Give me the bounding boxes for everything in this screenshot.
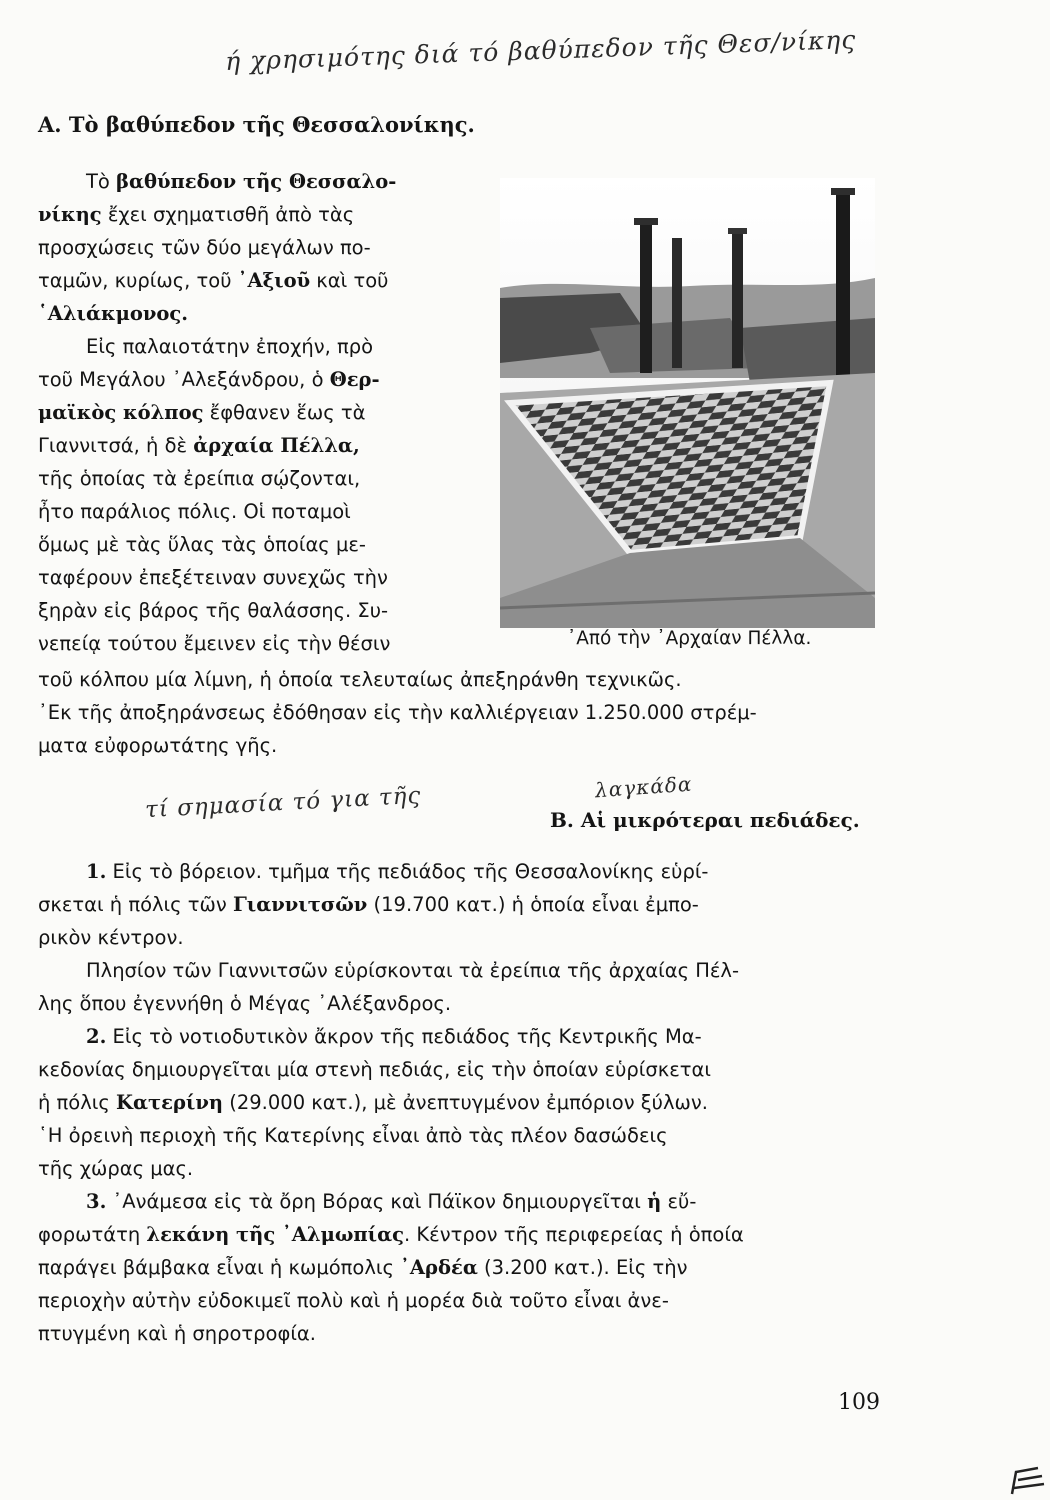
bold-term: Γιαννιτσῶν (232, 893, 368, 916)
handwritten-note-top: ή χρησιμότης διά τό βαθύπεδον τῆς Θεσ/νίκης (224, 24, 857, 77)
text-run: ῾Η ὀρεινὴ περιοχὴ τῆς Κατερίνης εἶναι ἀπὸ τὰς πλέον δασώδεις (38, 1124, 668, 1147)
section-b-line (38, 1218, 744, 1251)
section-a-wide-line (38, 663, 757, 696)
section-a-line (38, 297, 396, 330)
section-a-line (38, 594, 396, 627)
section-a-line (38, 429, 396, 462)
text-run: ξηρὰν εἰς βάρος τῆς θαλάσσης. Συ- (38, 599, 389, 622)
handwritten-note-middle: τί σημασία τό για τῆς (144, 782, 422, 824)
text-run: προσχώσεις τῶν δύο μεγάλων πο- (38, 236, 371, 259)
section-b-line (38, 888, 744, 921)
section-b-line (38, 1251, 744, 1284)
text-run: τοῦ κόλπου μία λίμνη, ἡ ὁποία τελευταίως ἀπεξηράνθη τεχνικῶς. (38, 668, 682, 691)
text-run: νεπείᾳ τούτου ἔμεινεν εἰς τὴν θέσιν (38, 632, 391, 655)
text-run: (3.200 κατ.). Εἰς τὴν (477, 1256, 688, 1279)
text-run: (19.700 κατ.) ἡ ὁποία εἶναι ἐμπο- (367, 893, 699, 916)
text-run: ἔχει σχηματισθῆ ἀπὸ τὰς (101, 203, 355, 226)
text-run: κεδονίας δημιουργεῖται μία στενὴ πεδιάς, εἰς τὴν ὁποίαν εὑρίσκεται (38, 1058, 711, 1081)
bold-term: 2. (86, 1025, 107, 1048)
section-b-line (38, 1185, 744, 1218)
section-a-line (38, 495, 396, 528)
text-run: καὶ τοῦ (310, 269, 389, 292)
text-run: ἡ πόλις (38, 1091, 117, 1114)
section-a-line (38, 264, 396, 297)
text-run: τῆς ὁποίας τὰ ἐρείπια σῴζονται, (38, 467, 361, 490)
text-run: ταφέρουν ἐπεξέτειναν συνεχῶς τὴν (38, 566, 388, 589)
text-run: παράγει βάμβακα εἶναι ἡ κωμόπολις (38, 1256, 401, 1279)
bold-term: ἡ (647, 1190, 662, 1213)
text-run: τῆς χώρας μας. (38, 1157, 194, 1180)
section-b-line (38, 1020, 744, 1053)
bold-term: Κατερίνη (116, 1091, 224, 1114)
text-run: λης ὅπου ἐγεννήθη ὁ Μέγας ᾿Αλέξανδρος. (38, 992, 452, 1015)
section-a-heading: Α. Τὸ βαθύπεδον τῆς Θεσσαλονίκης. (38, 112, 475, 137)
text-run: ματα εὐφορωτάτης γῆς. (38, 734, 278, 757)
section-b-line (38, 954, 744, 987)
text-run: φορωτάτη (38, 1223, 147, 1246)
section-b-heading: Β. Αἱ μικρότεραι πεδιάδες. (550, 808, 860, 832)
section-a-wide-line (38, 696, 757, 729)
text-run: τοῦ Μεγάλου ᾿Αλεξάνδρου, ὁ (38, 368, 330, 391)
text-run: Εἰς τὸ νοτιοδυτικὸν ἄκρον τῆς πεδιάδος τῆς Κεντρικῆς Μα- (106, 1025, 702, 1048)
text-run: Πλησίον τῶν Γιαννιτσῶν εὑρίσκονται τὰ ἐρείπια τῆς ἀρχαίας Πέλ- (86, 959, 739, 982)
section-a-line (38, 330, 396, 363)
bold-term: ῾Αλιάκμονος. (38, 302, 189, 325)
text-run: . Κέντρον τῆς περιφερείας ἡ ὁποία (404, 1223, 744, 1246)
text-run: ἦτο παράλιος πόλις. Οἱ ποταμοὶ (38, 500, 351, 523)
section-a-line (38, 396, 396, 429)
text-run: Τὸ (86, 170, 117, 193)
section-a-wide-line (38, 729, 757, 762)
text-run: σκεται ἡ πόλις τῶν (38, 893, 233, 916)
text-run: ᾿Ανάμεσα εἰς τὰ ὄρη Βόρας καὶ Πάϊκον δημιουργεῖται (106, 1190, 648, 1213)
bold-term: βαθύπεδον τῆς Θεσσαλο- (116, 170, 397, 193)
section-b-line (38, 855, 744, 888)
text-run: Γιαννιτσά, ἡ δὲ (38, 434, 194, 457)
text-run: (29.000 κατ.), μὲ ἀνεπτυγμένον ἐμπόριον ξύλων. (223, 1091, 708, 1114)
text-run: ρικὸν κέντρον. (38, 926, 184, 949)
text-run: ἔφθανεν ἕως τὰ (203, 401, 366, 424)
ancient-pella-photo (500, 178, 875, 628)
section-a-line (38, 462, 396, 495)
text-run: Εἰς τὸ βόρειον. τμῆμα τῆς πεδιάδος τῆς Θεσσαλονίκης εὑρί- (106, 860, 709, 883)
text-run: Εἰς παλαιοτάτην ἐποχήν, πρὸ (86, 335, 374, 358)
bold-term: ᾿Αρδέα (400, 1256, 478, 1279)
section-a-line (38, 627, 396, 660)
text-run: ὅμως μὲ τὰς ὕλας τὰς ὁποίας με- (38, 533, 366, 556)
section-b-line (38, 987, 744, 1020)
bold-term: μαϊκὸς κόλπος (38, 401, 204, 424)
bold-term: 3. (86, 1190, 107, 1213)
handwritten-note-lagkada: λαγκάδα (594, 771, 694, 803)
section-b-line (38, 1152, 744, 1185)
section-a-line (38, 198, 396, 231)
text-run: ᾿Εκ τῆς ἀποξηράνσεως ἐδόθησαν εἰς τὴν καλλιέργειαν 1.250.000 στρέμ- (38, 701, 757, 724)
section-a-line (38, 363, 396, 396)
section-b-line (38, 1086, 744, 1119)
corner-pen-mark-icon (1008, 1462, 1046, 1496)
page-number: 109 (838, 1390, 880, 1415)
section-b-line (38, 1317, 744, 1350)
section-b-text (38, 855, 744, 1350)
section-a-line (38, 165, 396, 198)
bold-term: ᾿Αξιοῦ (237, 269, 311, 292)
text-run: περιοχὴν αὐτὴν εὐδοκιμεῖ πολὺ καὶ ἡ μορέα διὰ τοῦτο εἶναι ἀνε- (38, 1289, 669, 1312)
bold-term: Θερ- (329, 368, 380, 391)
photo-caption: ᾿Από τὴν ᾿Αρχαίαν Πέλλα. (567, 628, 812, 649)
section-b-line (38, 1053, 744, 1086)
section-a-line (38, 528, 396, 561)
bold-term: νίκης (38, 203, 102, 226)
bold-term: λεκάνη τῆς ᾿Αλμωπίας (146, 1223, 404, 1246)
section-b-line (38, 1119, 744, 1152)
section-a-text (38, 165, 396, 660)
bold-term: ἀρχαία Πέλλα, (193, 434, 360, 457)
bold-term: 1. (86, 860, 107, 883)
text-run: εὔ- (661, 1190, 697, 1213)
section-a-continuation (38, 663, 757, 762)
section-b-line (38, 1284, 744, 1317)
section-a-line (38, 561, 396, 594)
text-run: πτυγμένη καὶ ἡ σηροτροφία. (38, 1322, 316, 1345)
section-b-line (38, 921, 744, 954)
text-run: ταμῶν, κυρίως, τοῦ (38, 269, 238, 292)
section-a-line (38, 231, 396, 264)
